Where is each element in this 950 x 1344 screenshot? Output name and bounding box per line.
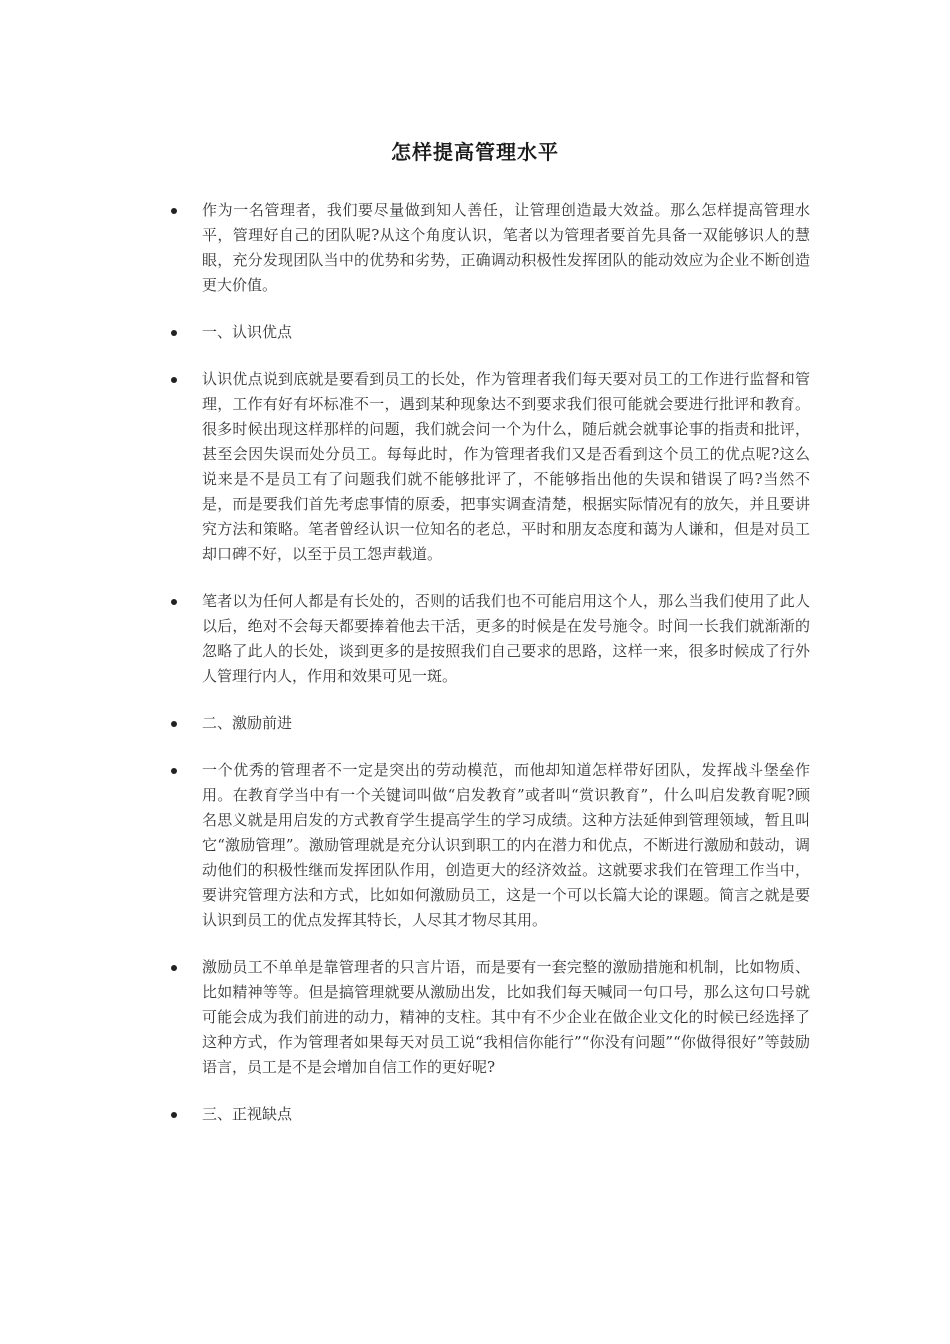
list-item <box>0 955 810 1080</box>
list-item <box>0 1102 810 1127</box>
list-item <box>0 589 810 689</box>
section-heading: 三、正视缺点 <box>202 1105 293 1123</box>
list-item <box>0 367 810 567</box>
list-item <box>0 758 810 933</box>
paragraph-text: 激励员工不单单是靠管理者的只言片语，而是要有一套完整的激励措施和机制，比如物质、比如精神等等。但是搞管理就要从激励出发，比如我们每天喊同一句口号，那么这句口号就可能会成为我们前进的动力，精神的支柱。其中有不少企业在做企业文化的时候已经选择了这种方式，作为管理者如果每天对员工说“我相信你能行”“你没有问题”“你做得很好”等鼓励语言，员工是不是会增加自信工作的更好呢? <box>202 958 810 1076</box>
bullet-icon <box>171 768 177 774</box>
bullet-list <box>0 198 950 1149</box>
bullet-icon <box>171 330 177 336</box>
bullet-icon <box>171 1112 177 1118</box>
list-item <box>0 711 810 736</box>
paragraph-text: 认识优点说到底就是要看到员工的长处，作为管理者我们每天要对员工的工作进行监督和管理，工作有好有坏标准不一，遇到某种现象达不到要求我们很可能就会要进行批评和教育。很多时候出现这样那样的问题，我们就会问一个为什么，随后就会就事论事的指责和批评，甚至会因失误而处分员工。每每此时，作为管理者我们又是否看到这个员工的优点呢?这么说来是不是员工有了问题我们就不能够批评了，不能够指出他的失误和错误了吗?当然不是，而是要我们首先考虑事情的原委，把事实调查清楚，根据实际情况有的放矢，并且要讲究方法和策略。笔者曾经认识一位知名的老总，平时和朋友态度和蔼为人谦和，但是对员工却口碑不好，以至于员工怨声载道。 <box>202 370 810 563</box>
bullet-icon <box>171 599 177 605</box>
section-heading: 一、认识优点 <box>202 323 293 341</box>
paragraph-text: 作为一名管理者，我们要尽量做到知人善任，让管理创造最大效益。那么怎样提高管理水平，管理好自己的团队呢?从这个角度认识，笔者以为管理者要首先具备一双能够识人的慧眼，充分发现团队当中的优势和劣势，正确调动积极性发挥团队的能动效应为企业不断创造更大价值。 <box>202 201 810 294</box>
bullet-icon <box>171 721 177 727</box>
bullet-icon <box>171 965 177 971</box>
paragraph-text: 一个优秀的管理者不一定是突出的劳动模范，而他却知道怎样带好团队，发挥战斗堡垒作用。在教育学当中有一个关键词叫做“启发教育”或者叫“赏识教育”，什么叫启发教育呢?顾名思义就是用启发的方式教育学生提高学生的学习成绩。这种方法延伸到管理领域，暂且叫它“激励管理”。激励管理就是充分认识到职工的内在潜力和优点，不断进行激励和鼓动，调动他们的积极性继而发挥团队作用，创造更大的经济效益。这就要求我们在管理工作当中，要讲究管理方法和方式，比如如何激励员工，这是一个可以长篇大论的课题。简言之就是要认识到员工的优点发挥其特长，人尽其才物尽其用。 <box>202 761 810 929</box>
section-heading: 二、激励前进 <box>202 714 293 732</box>
bullet-icon <box>171 377 177 383</box>
list-item <box>0 198 810 298</box>
bullet-icon <box>171 208 177 214</box>
paragraph-text: 笔者以为任何人都是有长处的，否则的话我们也不可能启用这个人，那么当我们使用了此人以后，绝对不会每天都要捧着他去干活，更多的时候是在发号施令。时间一长我们就渐渐的忽略了此人的长处，谈到更多的是按照我们自己要求的思路，这样一来，很多时候成了行外人管理行内人，作用和效果可见一斑。 <box>202 592 810 685</box>
list-item <box>0 320 810 345</box>
document-title: 怎样提高管理水平 <box>391 140 559 164</box>
